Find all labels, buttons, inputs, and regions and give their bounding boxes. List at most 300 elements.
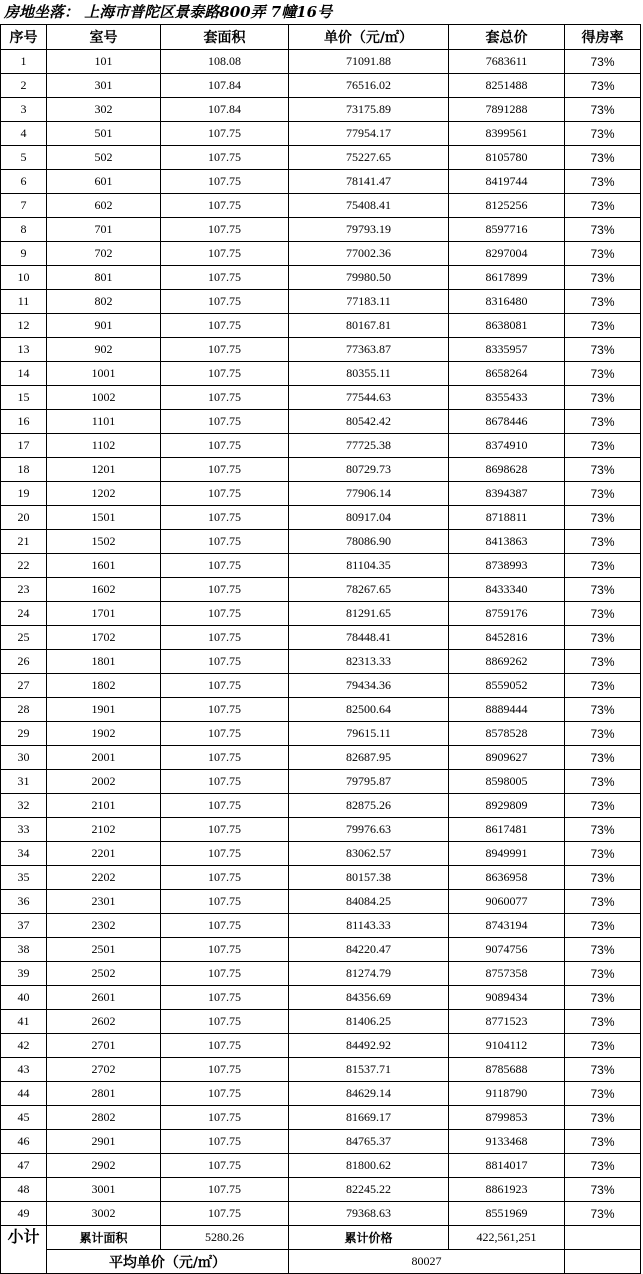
cell-total-price: 8638081 [449, 314, 565, 338]
cell-unit-price: 80917.04 [289, 506, 449, 530]
cell-total-price: 8869262 [449, 650, 565, 674]
cell-total-price: 8698628 [449, 458, 565, 482]
cell-efficiency: 73% [565, 434, 641, 458]
cell-index: 35 [1, 866, 47, 890]
cell-area: 107.75 [161, 866, 289, 890]
table-row [1, 1058, 641, 1082]
table-row [1, 266, 641, 290]
header-area: 套面积 [161, 25, 289, 50]
cell-total-price: 8785688 [449, 1058, 565, 1082]
cell-total-price: 8617481 [449, 818, 565, 842]
cell-total-price: 8399561 [449, 122, 565, 146]
cell-index: 15 [1, 386, 47, 410]
cell-area: 107.75 [161, 266, 289, 290]
cell-area: 107.75 [161, 722, 289, 746]
cell-room: 901 [47, 314, 161, 338]
cell-room: 802 [47, 290, 161, 314]
cell-efficiency: 73% [565, 482, 641, 506]
cell-unit-price: 77906.14 [289, 482, 449, 506]
cell-area: 107.75 [161, 1082, 289, 1106]
cell-unit-price: 79793.19 [289, 218, 449, 242]
cell-room: 2602 [47, 1010, 161, 1034]
cell-index: 26 [1, 650, 47, 674]
cell-room: 602 [47, 194, 161, 218]
cell-efficiency: 73% [565, 746, 641, 770]
cell-area: 107.75 [161, 794, 289, 818]
table-row [1, 338, 641, 362]
cell-room: 501 [47, 122, 161, 146]
cell-total-price: 8678446 [449, 410, 565, 434]
cell-room: 1901 [47, 698, 161, 722]
cell-efficiency: 73% [565, 122, 641, 146]
average-row [1, 1250, 641, 1274]
table-row [1, 458, 641, 482]
cell-index: 8 [1, 218, 47, 242]
cell-room: 2002 [47, 770, 161, 794]
cell-index: 28 [1, 698, 47, 722]
cell-efficiency: 73% [565, 650, 641, 674]
cell-area: 107.75 [161, 914, 289, 938]
cell-area: 107.75 [161, 650, 289, 674]
cell-unit-price: 82245.22 [289, 1178, 449, 1202]
cell-room: 2702 [47, 1058, 161, 1082]
cell-total-price: 8125256 [449, 194, 565, 218]
table-row [1, 242, 641, 266]
cell-room: 2701 [47, 1034, 161, 1058]
cell-room: 2902 [47, 1154, 161, 1178]
total-price-value: 422,561,251 [449, 1226, 565, 1250]
cell-area: 107.75 [161, 1130, 289, 1154]
table-row [1, 386, 641, 410]
cell-unit-price: 82313.33 [289, 650, 449, 674]
cell-area: 107.75 [161, 218, 289, 242]
cell-room: 301 [47, 74, 161, 98]
cell-unit-price: 84629.14 [289, 1082, 449, 1106]
cell-efficiency: 73% [565, 74, 641, 98]
cell-index: 1 [1, 50, 47, 74]
table-row [1, 146, 641, 170]
table-row [1, 194, 641, 218]
cell-total-price: 8636958 [449, 866, 565, 890]
cell-index: 22 [1, 554, 47, 578]
cell-area: 107.75 [161, 458, 289, 482]
table-row [1, 602, 641, 626]
cell-efficiency: 73% [565, 1130, 641, 1154]
cell-total-price: 8551969 [449, 1202, 565, 1226]
cell-total-price: 8889444 [449, 698, 565, 722]
cell-room: 2201 [47, 842, 161, 866]
cell-unit-price: 77725.38 [289, 434, 449, 458]
cell-index: 40 [1, 986, 47, 1010]
cell-efficiency: 73% [565, 218, 641, 242]
cell-total-price: 8374910 [449, 434, 565, 458]
cell-index: 20 [1, 506, 47, 530]
cell-area: 108.08 [161, 50, 289, 74]
cell-total-price: 8105780 [449, 146, 565, 170]
table-row [1, 434, 641, 458]
table-row [1, 890, 641, 914]
cell-unit-price: 79795.87 [289, 770, 449, 794]
cell-efficiency: 73% [565, 794, 641, 818]
table-row [1, 122, 641, 146]
cell-index: 14 [1, 362, 47, 386]
cell-index: 24 [1, 602, 47, 626]
cell-efficiency: 73% [565, 170, 641, 194]
cell-room: 1902 [47, 722, 161, 746]
cell-unit-price: 76516.02 [289, 74, 449, 98]
cell-index: 11 [1, 290, 47, 314]
cell-efficiency: 73% [565, 1106, 641, 1130]
table-row [1, 1154, 641, 1178]
cell-efficiency: 73% [565, 722, 641, 746]
cell-efficiency: 73% [565, 1010, 641, 1034]
cell-area: 107.75 [161, 362, 289, 386]
cell-room: 2502 [47, 962, 161, 986]
cell-total-price: 8394387 [449, 482, 565, 506]
cell-room: 2301 [47, 890, 161, 914]
cell-total-price: 7683611 [449, 50, 565, 74]
cell-index: 31 [1, 770, 47, 794]
cell-total-price: 8452816 [449, 626, 565, 650]
cell-room: 1202 [47, 482, 161, 506]
cell-total-price: 9060077 [449, 890, 565, 914]
cell-area: 107.75 [161, 146, 289, 170]
table-row [1, 1010, 641, 1034]
cell-room: 2501 [47, 938, 161, 962]
table-row [1, 722, 641, 746]
cell-index: 9 [1, 242, 47, 266]
cell-area: 107.75 [161, 338, 289, 362]
table-row [1, 938, 641, 962]
cell-area: 107.75 [161, 122, 289, 146]
cell-index: 42 [1, 1034, 47, 1058]
cell-efficiency: 73% [565, 290, 641, 314]
table-row [1, 794, 641, 818]
cell-index: 32 [1, 794, 47, 818]
cell-efficiency: 73% [565, 986, 641, 1010]
cell-room: 1702 [47, 626, 161, 650]
cell-index: 34 [1, 842, 47, 866]
cell-total-price: 8718811 [449, 506, 565, 530]
cell-unit-price: 81143.33 [289, 914, 449, 938]
cell-index: 36 [1, 890, 47, 914]
cell-unit-price: 81274.79 [289, 962, 449, 986]
cell-unit-price: 78267.65 [289, 578, 449, 602]
cell-index: 18 [1, 458, 47, 482]
table-row [1, 482, 641, 506]
cell-total-price: 8598005 [449, 770, 565, 794]
cell-area: 107.75 [161, 626, 289, 650]
cell-area: 107.75 [161, 674, 289, 698]
cell-area: 107.84 [161, 98, 289, 122]
table-row [1, 1082, 641, 1106]
cell-room: 502 [47, 146, 161, 170]
cell-room: 1601 [47, 554, 161, 578]
cell-unit-price: 75227.65 [289, 146, 449, 170]
table-row [1, 410, 641, 434]
cell-area: 107.75 [161, 578, 289, 602]
table-body [1, 50, 641, 1226]
cell-unit-price: 81406.25 [289, 1010, 449, 1034]
cell-unit-price: 79368.63 [289, 1202, 449, 1226]
cell-unit-price: 78141.47 [289, 170, 449, 194]
cell-efficiency: 73% [565, 1202, 641, 1226]
cell-index: 49 [1, 1202, 47, 1226]
cell-area: 107.75 [161, 410, 289, 434]
table-row [1, 818, 641, 842]
cell-efficiency: 73% [565, 530, 641, 554]
cell-unit-price: 78448.41 [289, 626, 449, 650]
cell-efficiency: 73% [565, 818, 641, 842]
table-row [1, 170, 641, 194]
cell-index: 16 [1, 410, 47, 434]
cell-index: 4 [1, 122, 47, 146]
cell-efficiency: 73% [565, 338, 641, 362]
cell-room: 902 [47, 338, 161, 362]
cell-total-price: 8799853 [449, 1106, 565, 1130]
cell-unit-price: 81537.71 [289, 1058, 449, 1082]
cell-room: 1002 [47, 386, 161, 410]
cell-efficiency: 73% [565, 890, 641, 914]
cell-total-price: 8251488 [449, 74, 565, 98]
header-total-price: 套总价 [449, 25, 565, 50]
cell-total-price: 9104112 [449, 1034, 565, 1058]
cell-room: 3002 [47, 1202, 161, 1226]
cell-total-price: 8617899 [449, 266, 565, 290]
header-index: 序号 [1, 25, 47, 50]
cell-efficiency: 73% [565, 506, 641, 530]
table-row [1, 626, 641, 650]
total-price-label: 累计价格 [289, 1226, 449, 1250]
table-row [1, 746, 641, 770]
cell-index: 12 [1, 314, 47, 338]
cell-index: 2 [1, 74, 47, 98]
cell-room: 2302 [47, 914, 161, 938]
cell-room: 1001 [47, 362, 161, 386]
cell-index: 41 [1, 1010, 47, 1034]
price-table [0, 24, 641, 1274]
cell-total-price: 9074756 [449, 938, 565, 962]
cell-index: 19 [1, 482, 47, 506]
cell-unit-price: 78086.90 [289, 530, 449, 554]
cell-index: 5 [1, 146, 47, 170]
cell-room: 101 [47, 50, 161, 74]
cell-room: 1802 [47, 674, 161, 698]
cell-unit-price: 75408.41 [289, 194, 449, 218]
cell-unit-price: 77544.63 [289, 386, 449, 410]
total-area-value: 5280.26 [161, 1226, 289, 1250]
subtotal-row [1, 1226, 641, 1250]
table-row [1, 530, 641, 554]
cell-unit-price: 79980.50 [289, 266, 449, 290]
table-row [1, 770, 641, 794]
cell-unit-price: 80157.38 [289, 866, 449, 890]
cell-efficiency: 73% [565, 362, 641, 386]
cell-area: 107.75 [161, 602, 289, 626]
cell-total-price: 8297004 [449, 242, 565, 266]
table-row [1, 986, 641, 1010]
cell-efficiency: 73% [565, 914, 641, 938]
cell-unit-price: 73175.89 [289, 98, 449, 122]
cell-area: 107.75 [161, 746, 289, 770]
cell-unit-price: 71091.88 [289, 50, 449, 74]
cell-index: 21 [1, 530, 47, 554]
cell-index: 44 [1, 1082, 47, 1106]
header-unit-price: 单价（元/㎡） [289, 25, 449, 50]
cell-index: 33 [1, 818, 47, 842]
cell-total-price: 8597716 [449, 218, 565, 242]
cell-room: 302 [47, 98, 161, 122]
cell-room: 1201 [47, 458, 161, 482]
cell-area: 107.75 [161, 170, 289, 194]
table-row [1, 1034, 641, 1058]
cell-total-price: 8413863 [449, 530, 565, 554]
cell-room: 1501 [47, 506, 161, 530]
cell-room: 2101 [47, 794, 161, 818]
cell-total-price: 8433340 [449, 578, 565, 602]
cell-efficiency: 73% [565, 314, 641, 338]
cell-room: 2001 [47, 746, 161, 770]
cell-efficiency: 73% [565, 866, 641, 890]
header-efficiency: 得房率 [565, 25, 641, 50]
cell-efficiency: 73% [565, 578, 641, 602]
cell-efficiency: 73% [565, 98, 641, 122]
cell-unit-price: 81104.35 [289, 554, 449, 578]
cell-total-price: 8738993 [449, 554, 565, 578]
cell-total-price: 8419744 [449, 170, 565, 194]
header-room: 室号 [47, 25, 161, 50]
cell-total-price: 8759176 [449, 602, 565, 626]
cell-total-price: 8355433 [449, 386, 565, 410]
cell-area: 107.75 [161, 1154, 289, 1178]
cell-total-price: 8861923 [449, 1178, 565, 1202]
average-price-label: 平均单价（元/㎡） [47, 1250, 289, 1274]
cell-index: 46 [1, 1130, 47, 1154]
cell-index: 48 [1, 1178, 47, 1202]
cell-efficiency: 73% [565, 626, 641, 650]
cell-index: 43 [1, 1058, 47, 1082]
cell-area: 107.84 [161, 74, 289, 98]
table-row [1, 962, 641, 986]
table-row [1, 314, 641, 338]
cell-efficiency: 73% [565, 602, 641, 626]
cell-efficiency: 73% [565, 1178, 641, 1202]
total-area-label: 累计面积 [47, 1226, 161, 1250]
cell-unit-price: 82687.95 [289, 746, 449, 770]
table-row [1, 650, 641, 674]
subtotal-label: 小计 [1, 1226, 47, 1274]
cell-unit-price: 81291.65 [289, 602, 449, 626]
cell-area: 107.75 [161, 938, 289, 962]
cell-index: 30 [1, 746, 47, 770]
cell-unit-price: 82875.26 [289, 794, 449, 818]
table-row [1, 578, 641, 602]
cell-index: 13 [1, 338, 47, 362]
cell-room: 1701 [47, 602, 161, 626]
cell-total-price: 8559052 [449, 674, 565, 698]
cell-index: 17 [1, 434, 47, 458]
cell-area: 107.75 [161, 1106, 289, 1130]
cell-total-price: 8929809 [449, 794, 565, 818]
cell-area: 107.75 [161, 1178, 289, 1202]
average-empty-cell [565, 1250, 641, 1274]
cell-index: 6 [1, 170, 47, 194]
cell-room: 1602 [47, 578, 161, 602]
cell-room: 2601 [47, 986, 161, 1010]
table-row [1, 698, 641, 722]
cell-index: 45 [1, 1106, 47, 1130]
cell-room: 1801 [47, 650, 161, 674]
table-row [1, 866, 641, 890]
cell-area: 107.75 [161, 770, 289, 794]
table-row [1, 74, 641, 98]
cell-index: 3 [1, 98, 47, 122]
cell-efficiency: 73% [565, 458, 641, 482]
cell-efficiency: 73% [565, 386, 641, 410]
cell-room: 2202 [47, 866, 161, 890]
cell-area: 107.75 [161, 290, 289, 314]
table-header-row [1, 25, 641, 50]
cell-unit-price: 80542.42 [289, 410, 449, 434]
cell-room: 601 [47, 170, 161, 194]
cell-total-price: 9133468 [449, 1130, 565, 1154]
cell-area: 107.75 [161, 506, 289, 530]
cell-unit-price: 77954.17 [289, 122, 449, 146]
cell-index: 10 [1, 266, 47, 290]
cell-efficiency: 73% [565, 1082, 641, 1106]
cell-room: 1102 [47, 434, 161, 458]
cell-total-price: 8949991 [449, 842, 565, 866]
cell-room: 1101 [47, 410, 161, 434]
cell-area: 107.75 [161, 890, 289, 914]
page-title: 房地坐落： 上海市普陀区景泰路800弄 7幢16号 [4, 3, 333, 21]
table-row [1, 914, 641, 938]
cell-area: 107.75 [161, 1202, 289, 1226]
cell-index: 27 [1, 674, 47, 698]
cell-unit-price: 84492.92 [289, 1034, 449, 1058]
cell-area: 107.75 [161, 986, 289, 1010]
cell-total-price: 8578528 [449, 722, 565, 746]
subtotal-empty-cell [565, 1226, 641, 1250]
table-row [1, 50, 641, 74]
cell-unit-price: 79434.36 [289, 674, 449, 698]
table-row [1, 554, 641, 578]
cell-unit-price: 80729.73 [289, 458, 449, 482]
cell-efficiency: 73% [565, 938, 641, 962]
cell-index: 25 [1, 626, 47, 650]
cell-total-price: 8658264 [449, 362, 565, 386]
cell-unit-price: 81669.17 [289, 1106, 449, 1130]
cell-efficiency: 73% [565, 146, 641, 170]
table-row [1, 1202, 641, 1226]
cell-area: 107.75 [161, 386, 289, 410]
cell-efficiency: 73% [565, 674, 641, 698]
cell-area: 107.75 [161, 530, 289, 554]
cell-area: 107.75 [161, 842, 289, 866]
cell-room: 3001 [47, 1178, 161, 1202]
cell-area: 107.75 [161, 818, 289, 842]
cell-area: 107.75 [161, 242, 289, 266]
average-price-value: 80027 [289, 1250, 565, 1274]
table-row [1, 290, 641, 314]
cell-room: 2901 [47, 1130, 161, 1154]
table-row [1, 506, 641, 530]
cell-total-price: 9089434 [449, 986, 565, 1010]
cell-unit-price: 84765.37 [289, 1130, 449, 1154]
cell-index: 29 [1, 722, 47, 746]
cell-area: 107.75 [161, 554, 289, 578]
cell-total-price: 8743194 [449, 914, 565, 938]
